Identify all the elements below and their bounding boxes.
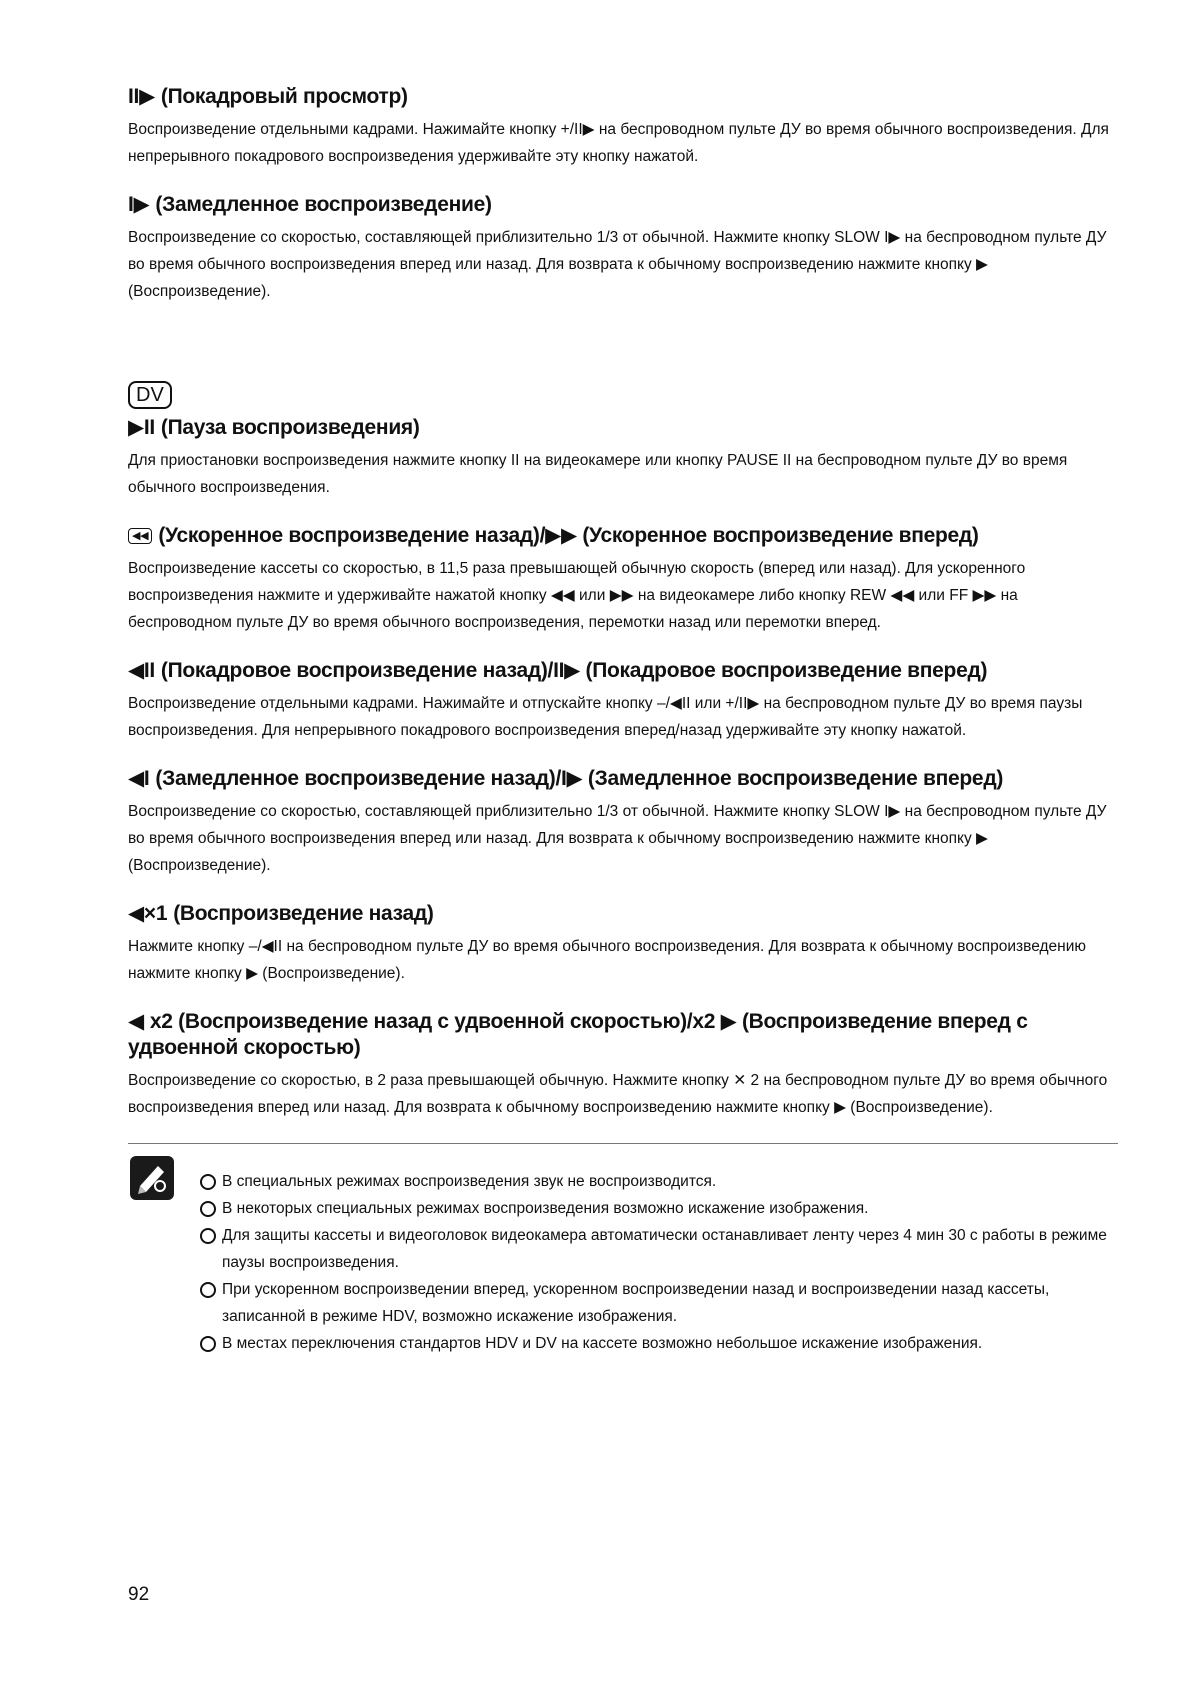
section-reverse-playback <box>128 901 1118 987</box>
frame-reverse-icon: ◀II <box>128 659 155 682</box>
page-number: 92 <box>128 1584 150 1605</box>
notes-block <box>128 1143 1118 1357</box>
section-heading <box>128 901 1118 927</box>
section-body: Воспроизведение со скоростью, составляющей приблизительно 1/3 от обычной. Нажмите кнопку SLOW I▶ на беспроводном пульте ДУ во время обычного воспроизведения вперед или назад. Для возврата к обычному воспроизведению нажмите кнопку ▶ (Воспроизведение). <box>128 803 1107 874</box>
section-body: Воспроизведение отдельными кадрами. Нажимайте кнопку +/II▶ на беспроводном пульте ДУ во время обычного воспроизведения. Для непрерывного покадрового воспроизведения удерживайте эту кнопку нажатой. <box>128 121 1109 165</box>
section-heading <box>128 84 1118 110</box>
section-title: (Покадровый просмотр) <box>160 85 408 108</box>
circle-bullet-icon <box>200 1228 216 1244</box>
section-double-speed <box>128 1009 1118 1121</box>
note-item: В местах переключения стандартов HDV и DV на кассете возможно небольшое искажение изображения. <box>200 1330 1118 1357</box>
section-title: (Воспроизведение назад) <box>173 902 434 925</box>
note-item: Для защиты кассеты и видеоголовок видеокамера автоматически останавливает ленту через 4 мин 30 с работы в режиме паузы воспроизведения. <box>200 1222 1118 1276</box>
section-pause <box>128 415 1118 501</box>
rewind-icon: ◀◀ <box>128 528 152 544</box>
section-body: Воспроизведение со скоростью, в 2 раза превышающей обычную. Нажмите кнопку ✕ 2 на беспроводном пульте ДУ во время обычного воспроизведения вперед или назад. Для возврата к обычному воспроизведению нажмите кнопку ▶ (Воспроизведение). <box>128 1072 1108 1116</box>
reverse-x1-icon: ◀×1 <box>128 902 168 925</box>
section-heading <box>128 658 1118 684</box>
section-body: Нажмите кнопку –/◀II на беспроводном пульте ДУ во время обычного воспроизведения. Для возврата к обычному воспроизведению нажмите кнопку ▶ (Воспроизведение). <box>128 938 1086 982</box>
section-frame-advance <box>128 84 1118 170</box>
section-body: Воспроизведение кассеты со скоростью, в 11,5 раза превышающей обычную скорость (вперед или назад). Для ускоренного воспроизведения нажмите и удерживайте нажатой кнопку ◀◀ или ▶▶ на видеокамере либо кнопку REW ◀◀ или FF ▶▶ на беспроводном пульте ДУ во время обычного воспроизведения, перемотки назад или перемотки вперед. <box>128 560 1026 631</box>
circle-bullet-icon <box>200 1201 216 1217</box>
reverse-play-icon: ◀ <box>128 1010 144 1033</box>
section-fast-playback <box>128 523 1118 636</box>
section-heading <box>128 523 1118 549</box>
note-item: В специальных режимах воспроизведения звук не воспроизводится. <box>200 1168 1118 1195</box>
spacer <box>128 327 1118 363</box>
frame-advance-icon: II▶ <box>128 85 155 108</box>
circle-bullet-icon <box>200 1336 216 1352</box>
notes-list <box>200 1168 1118 1357</box>
section-slow-playback <box>128 192 1118 305</box>
note-item: В некоторых специальных режимах воспроизведения возможно искажение изображения. <box>200 1195 1118 1222</box>
circle-bullet-icon <box>200 1282 216 1298</box>
section-body: Воспроизведение со скоростью, составляющей приблизительно 1/3 от обычной. Нажмите кнопку SLOW I▶ на беспроводном пульте ДУ во время обычного воспроизведения вперед или назад. Для возврата к обычному воспроизведению нажмите кнопку ▶ (Воспроизведение). <box>128 229 1107 300</box>
slow-reverse-icon: ◀I <box>128 767 150 790</box>
section-title: (Замедленное воспроизведение назад)/I▶ (Замедленное воспроизведение вперед) <box>155 767 1004 790</box>
note-pencil-icon <box>130 1156 174 1200</box>
note-item: При ускоренном воспроизведении вперед, ускоренном воспроизведении назад и воспроизведении назад кассеты, записанной в режиме HDV, возможно искажение изображения. <box>200 1276 1118 1330</box>
section-heading <box>128 766 1118 792</box>
section-heading <box>128 415 1118 441</box>
section-title: x2 (Воспроизведение назад с удвоенной скоростью)/x2 ▶ (Воспроизведение вперед с удвоенной скоростью) <box>128 1010 1028 1059</box>
section-title: (Замедленное воспроизведение) <box>155 193 492 216</box>
play-pause-icon: ▶II <box>128 416 155 439</box>
section-heading <box>128 192 1118 218</box>
section-body: Для приостановки воспроизведения нажмите кнопку II на видеокамере или кнопку PAUSE II на беспроводном пульте ДУ во время обычного воспроизведения. <box>128 452 1068 496</box>
section-body: Воспроизведение отдельными кадрами. Нажимайте и отпускайте кнопку –/◀II или +/II▶ на беспроводном пульте ДУ во время паузы воспроизведения. Для непрерывного покадрового воспроизведения вперед/назад удерживайте эту кнопку нажатой. <box>128 695 1083 739</box>
section-frame-reverse-forward <box>128 658 1118 744</box>
section-title: (Покадровое воспроизведение назад)/II▶ (Покадровое воспроизведение вперед) <box>160 659 988 682</box>
page-content <box>128 84 1118 1373</box>
slow-play-icon: I▶ <box>128 193 150 216</box>
circle-bullet-icon <box>200 1174 216 1190</box>
section-slow-reverse-forward <box>128 766 1118 879</box>
section-heading <box>128 1009 1118 1061</box>
section-title: (Пауза воспроизведения) <box>160 416 420 439</box>
section-title: (Ускоренное воспроизведение назад)/▶▶ (Ускоренное воспроизведение вперед) <box>158 524 979 547</box>
dv-badge: DV <box>128 381 172 409</box>
